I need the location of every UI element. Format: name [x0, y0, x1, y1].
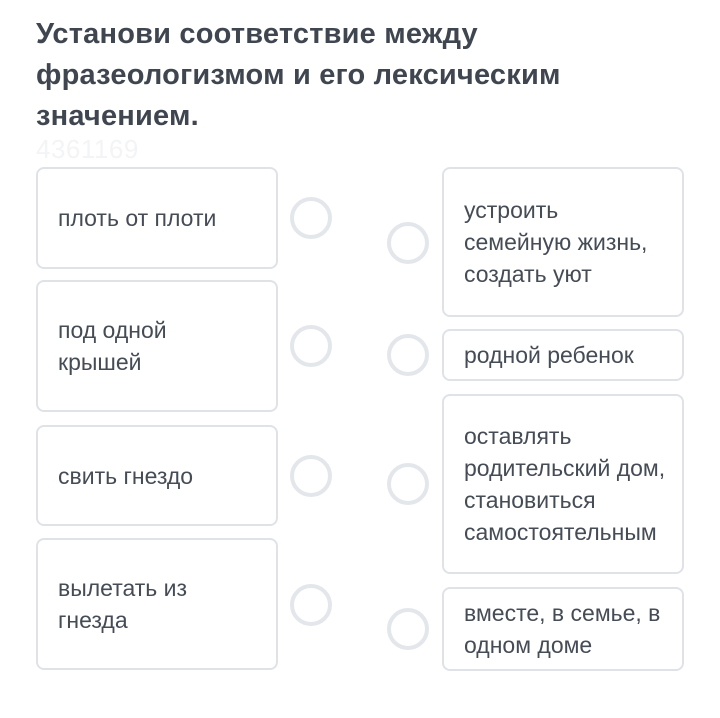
- right-connector-2[interactable]: [387, 334, 429, 376]
- right-connector-4[interactable]: [387, 608, 429, 650]
- left-option-2[interactable]: [36, 280, 278, 412]
- right-option-label: вместе, в семье, в одном доме: [464, 600, 661, 658]
- right-option-1[interactable]: [442, 167, 684, 317]
- right-option-2[interactable]: [442, 329, 684, 381]
- right-option-label: родной ребенок: [464, 342, 634, 368]
- left-option-label: вылетать из гнезда: [58, 575, 188, 633]
- left-option-3[interactable]: [36, 425, 278, 526]
- task-title: Установи соответствие между фразеологизмом и его лексическим значением.: [36, 18, 561, 132]
- left-connector-2[interactable]: [290, 325, 332, 367]
- right-option-label: устроить семейную жизнь, создать уют: [464, 197, 648, 287]
- right-option-label: оставлять родительский дом, становиться самостоятельным: [464, 423, 666, 545]
- left-option-label: плоть от плоти: [58, 205, 217, 231]
- task-id-watermark: 4361169: [36, 134, 139, 164]
- left-connector-4[interactable]: [290, 584, 332, 626]
- left-connector-3[interactable]: [290, 455, 332, 497]
- left-connector-1[interactable]: [290, 197, 332, 239]
- right-option-3[interactable]: [442, 394, 684, 574]
- left-option-label: под одной крышей: [58, 317, 167, 375]
- left-option-1[interactable]: [36, 167, 278, 269]
- right-connector-1[interactable]: [387, 222, 429, 264]
- left-option-4[interactable]: [36, 538, 278, 670]
- right-option-4[interactable]: [442, 587, 684, 671]
- right-connector-3[interactable]: [387, 463, 429, 505]
- left-option-label: свить гнездо: [58, 462, 194, 489]
